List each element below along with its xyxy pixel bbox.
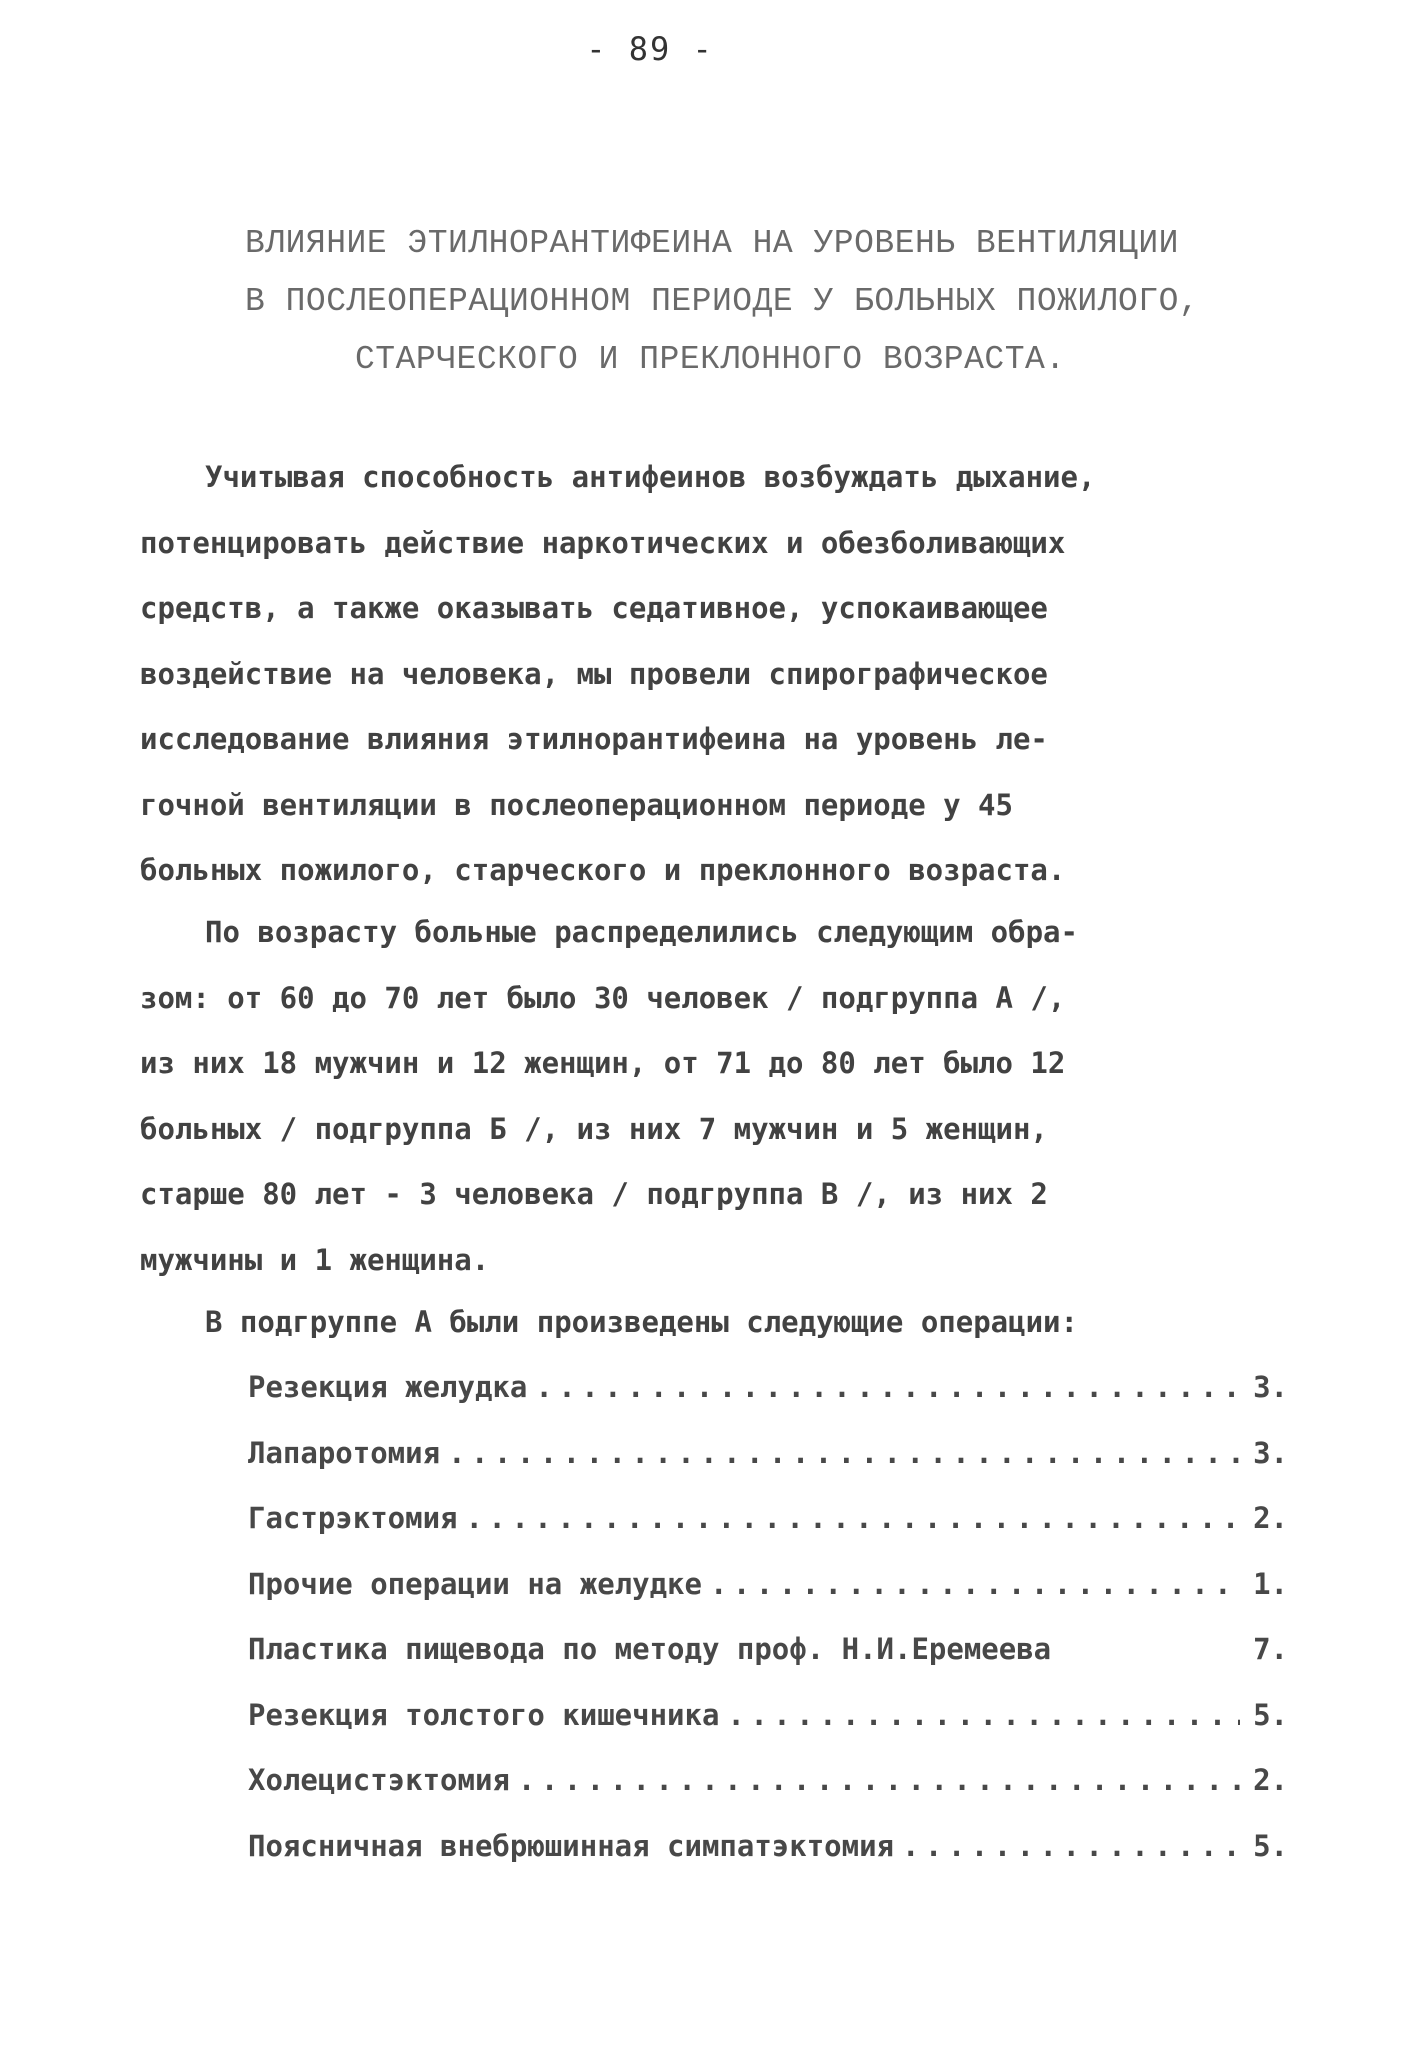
text-line: больных / подгруппа Б /, из них 7 мужчин и 5 женщин, [140, 1111, 1048, 1146]
paragraph-intro [140, 445, 1280, 904]
text-line: В подгруппе А были произведены следующие операции: [205, 1305, 1078, 1339]
text-line: из них 18 мужчин и 12 женщин, от 71 до 80 лет было 12 [140, 1046, 1066, 1080]
operation-count: 3. [1253, 1370, 1288, 1404]
operation-count: 3. [1253, 1435, 1288, 1470]
operation-count: 5. [1253, 1828, 1288, 1863]
title-line: СТАРЧЕСКОГО И ПРЕКЛОННОГО ВОЗРАСТА. [355, 341, 1066, 378]
text-line: потенцировать действие наркотических и обезболивающих [140, 525, 1066, 560]
list-item [248, 1814, 1288, 1880]
text-line: исследование влияния этилнорантифеина на уровень ле- [140, 722, 1048, 756]
paragraph-operations-intro [140, 1290, 1280, 1356]
list-item [248, 1748, 1288, 1814]
operation-count: 5. [1253, 1697, 1288, 1732]
list-item [248, 1683, 1288, 1749]
operation-name: Холецистэктомия [248, 1763, 510, 1797]
text-line: мужчины и 1 женщина. [140, 1242, 490, 1277]
text-line: По возрасту больные распределились следующим обра- [205, 915, 1078, 949]
text-line: зом: от 60 до 70 лет было 30 человек / подгруппа А /, [140, 980, 1066, 1015]
title-line: В ПОСЛЕОПЕРАЦИОННОМ ПЕРИОДЕ У БОЛЬНЫХ ПОЖИЛОГО, [245, 283, 1200, 320]
operation-name: Лапаротомия [248, 1435, 441, 1470]
text-line: старше 80 лет - 3 человека / подгруппа В /, из них 2 [140, 1177, 1048, 1211]
list-item [248, 1552, 1288, 1618]
operation-count: 7. [1253, 1632, 1288, 1666]
text-line: Учитывая способность антифеинов возбуждать дыхание, [205, 460, 1096, 494]
operation-count: 2. [1253, 1763, 1288, 1797]
list-item [248, 1486, 1288, 1552]
paragraph-age-distribution [140, 900, 1280, 1293]
operation-name: Резекция желудка [248, 1370, 528, 1404]
page-number: - 89 - [586, 30, 714, 68]
list-item [248, 1617, 1288, 1683]
document-title [200, 215, 1250, 389]
dot-leader [466, 1486, 1240, 1552]
operations-list [248, 1355, 1288, 1879]
operation-name: Гастрэктомия [248, 1501, 458, 1535]
text-line: гочной вентиляции в послеоперационном периоде у 45 [140, 787, 1013, 822]
dot-leader [535, 1355, 1240, 1421]
dot-leader [448, 1421, 1240, 1487]
operation-name: Пластика пищевода по методу проф. Н.И.Еремеева [248, 1632, 1052, 1666]
list-item [248, 1355, 1288, 1421]
text-line: воздействие на человека, мы провели спирографическое [140, 656, 1048, 691]
operation-count: 1. [1253, 1566, 1288, 1601]
operation-count: 2. [1253, 1501, 1288, 1535]
text-line: больных пожилого, старческого и преклонного возраста. [140, 853, 1066, 887]
text-line: средств, а также оказывать седативное, успокаивающее [140, 591, 1048, 625]
dot-leader [727, 1683, 1240, 1749]
operation-name: Резекция толстого кишечника [248, 1697, 720, 1732]
dot-leader [518, 1748, 1240, 1814]
title-line: ВЛИЯНИЕ ЭТИЛНОРАНТИФЕИНА НА УРОВЕНЬ ВЕНТИЛЯЦИИ [245, 225, 1179, 262]
operation-name: Прочие операции на желудке [248, 1566, 702, 1601]
operation-name: Поясничная внебрюшинная симпатэктомия [248, 1828, 895, 1863]
list-item [248, 1421, 1288, 1487]
dot-leader [902, 1814, 1240, 1880]
dot-leader [710, 1552, 1240, 1618]
